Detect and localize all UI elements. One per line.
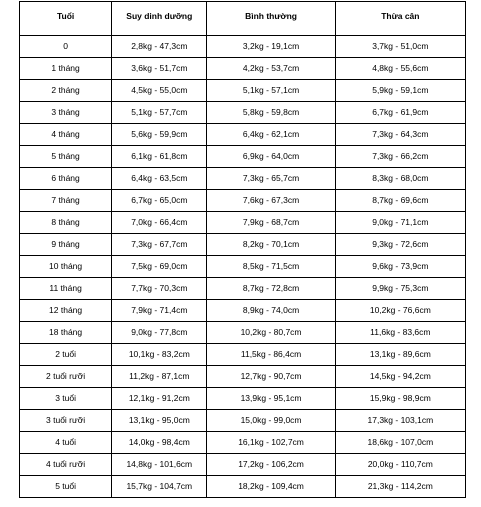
growth-chart-table [19, 1, 466, 498]
age-cell: 4 tháng [20, 124, 112, 146]
normal-cell: 10,2kg - 80,7cm [207, 322, 335, 344]
malnourished-cell: 7,5kg - 69,0cm [112, 256, 207, 278]
malnourished-cell: 14,0kg - 98,4cm [112, 432, 207, 454]
table-body [20, 36, 466, 498]
malnourished-cell: 4,5kg - 55,0cm [112, 80, 207, 102]
overweight-cell: 3,7kg - 51,0cm [335, 36, 465, 58]
malnourished-cell: 10,1kg - 83,2cm [112, 344, 207, 366]
normal-cell: 8,2kg - 70,1cm [207, 234, 335, 256]
overweight-cell: 15,9kg - 98,9cm [335, 388, 465, 410]
header-age: Tuổi [20, 2, 112, 36]
overweight-cell: 10,2kg - 76,6cm [335, 300, 465, 322]
age-cell: 10 tháng [20, 256, 112, 278]
overweight-cell: 5,9kg - 59,1cm [335, 80, 465, 102]
normal-cell: 7,3kg - 65,7cm [207, 168, 335, 190]
normal-cell: 8,7kg - 72,8cm [207, 278, 335, 300]
age-cell: 18 tháng [20, 322, 112, 344]
age-cell: 5 tháng [20, 146, 112, 168]
overweight-cell: 21,3kg - 114,2cm [335, 476, 465, 498]
normal-cell: 18,2kg - 109,4cm [207, 476, 335, 498]
age-cell: 2 tháng [20, 80, 112, 102]
table-row [20, 476, 466, 498]
malnourished-cell: 11,2kg - 87,1cm [112, 366, 207, 388]
malnourished-cell: 9,0kg - 77,8cm [112, 322, 207, 344]
normal-cell: 16,1kg - 102,7cm [207, 432, 335, 454]
table-row [20, 410, 466, 432]
age-cell: 2 tuổi [20, 344, 112, 366]
header-row [20, 2, 466, 36]
normal-cell: 4,2kg - 53,7cm [207, 58, 335, 80]
table-row [20, 146, 466, 168]
overweight-cell: 11,6kg - 83,6cm [335, 322, 465, 344]
header-malnourished: Suy dinh dưỡng [112, 2, 207, 36]
overweight-cell: 9,9kg - 75,3cm [335, 278, 465, 300]
table-row [20, 388, 466, 410]
age-cell: 3 tháng [20, 102, 112, 124]
overweight-cell: 13,1kg - 89,6cm [335, 344, 465, 366]
overweight-cell: 9,0kg - 71,1cm [335, 212, 465, 234]
age-cell: 8 tháng [20, 212, 112, 234]
malnourished-cell: 6,4kg - 63,5cm [112, 168, 207, 190]
age-cell: 6 tháng [20, 168, 112, 190]
malnourished-cell: 2,8kg - 47,3cm [112, 36, 207, 58]
table-row [20, 212, 466, 234]
table-row [20, 454, 466, 476]
overweight-cell: 8,3kg - 68,0cm [335, 168, 465, 190]
malnourished-cell: 6,7kg - 65,0cm [112, 190, 207, 212]
malnourished-cell: 15,7kg - 104,7cm [112, 476, 207, 498]
normal-cell: 7,9kg - 68,7cm [207, 212, 335, 234]
normal-cell: 7,6kg - 67,3cm [207, 190, 335, 212]
age-cell: 1 tháng [20, 58, 112, 80]
table-row [20, 190, 466, 212]
table-row [20, 256, 466, 278]
table-row [20, 432, 466, 454]
normal-cell: 15,0kg - 99,0cm [207, 410, 335, 432]
overweight-cell: 14,5kg - 94,2cm [335, 366, 465, 388]
normal-cell: 8,5kg - 71,5cm [207, 256, 335, 278]
normal-cell: 17,2kg - 106,2cm [207, 454, 335, 476]
normal-cell: 6,4kg - 62,1cm [207, 124, 335, 146]
overweight-cell: 4,8kg - 55,6cm [335, 58, 465, 80]
table-row [20, 102, 466, 124]
age-cell: 7 tháng [20, 190, 112, 212]
table-row [20, 124, 466, 146]
normal-cell: 3,2kg - 19,1cm [207, 36, 335, 58]
overweight-cell: 8,7kg - 69,6cm [335, 190, 465, 212]
table-row [20, 322, 466, 344]
table-row [20, 80, 466, 102]
header-overweight: Thừa cân [335, 2, 465, 36]
malnourished-cell: 7,3kg - 67,7cm [112, 234, 207, 256]
table-row [20, 300, 466, 322]
malnourished-cell: 14,8kg - 101,6cm [112, 454, 207, 476]
overweight-cell: 17,3kg - 103,1cm [335, 410, 465, 432]
malnourished-cell: 12,1kg - 91,2cm [112, 388, 207, 410]
normal-cell: 6,9kg - 64,0cm [207, 146, 335, 168]
table-row [20, 168, 466, 190]
age-cell: 0 [20, 36, 112, 58]
malnourished-cell: 7,7kg - 70,3cm [112, 278, 207, 300]
age-cell: 5 tuổi [20, 476, 112, 498]
table-row [20, 344, 466, 366]
overweight-cell: 7,3kg - 64,3cm [335, 124, 465, 146]
normal-cell: 5,8kg - 59,8cm [207, 102, 335, 124]
malnourished-cell: 5,1kg - 57,7cm [112, 102, 207, 124]
malnourished-cell: 13,1kg - 95,0cm [112, 410, 207, 432]
normal-cell: 13,9kg - 95,1cm [207, 388, 335, 410]
malnourished-cell: 3,6kg - 51,7cm [112, 58, 207, 80]
age-cell: 9 tháng [20, 234, 112, 256]
table-row [20, 366, 466, 388]
normal-cell: 5,1kg - 57,1cm [207, 80, 335, 102]
overweight-cell: 9,6kg - 73,9cm [335, 256, 465, 278]
overweight-cell: 9,3kg - 72,6cm [335, 234, 465, 256]
overweight-cell: 6,7kg - 61,9cm [335, 102, 465, 124]
age-cell: 4 tuổi [20, 432, 112, 454]
table-row [20, 58, 466, 80]
table-header [20, 2, 466, 36]
overweight-cell: 20,0kg - 110,7cm [335, 454, 465, 476]
overweight-cell: 18,6kg - 107,0cm [335, 432, 465, 454]
table-row [20, 278, 466, 300]
normal-cell: 11,5kg - 86,4cm [207, 344, 335, 366]
age-cell: 2 tuổi rưỡi [20, 366, 112, 388]
age-cell: 4 tuổi rưỡi [20, 454, 112, 476]
table-row [20, 234, 466, 256]
age-cell: 3 tuổi [20, 388, 112, 410]
overweight-cell: 7,3kg - 66,2cm [335, 146, 465, 168]
table-row [20, 36, 466, 58]
malnourished-cell: 6,1kg - 61,8cm [112, 146, 207, 168]
malnourished-cell: 7,9kg - 71,4cm [112, 300, 207, 322]
malnourished-cell: 5,6kg - 59,9cm [112, 124, 207, 146]
age-cell: 11 tháng [20, 278, 112, 300]
age-cell: 3 tuổi rưỡi [20, 410, 112, 432]
normal-cell: 12,7kg - 90,7cm [207, 366, 335, 388]
header-normal: Bình thường [207, 2, 335, 36]
malnourished-cell: 7,0kg - 66,4cm [112, 212, 207, 234]
age-cell: 12 tháng [20, 300, 112, 322]
normal-cell: 8,9kg - 74,0cm [207, 300, 335, 322]
